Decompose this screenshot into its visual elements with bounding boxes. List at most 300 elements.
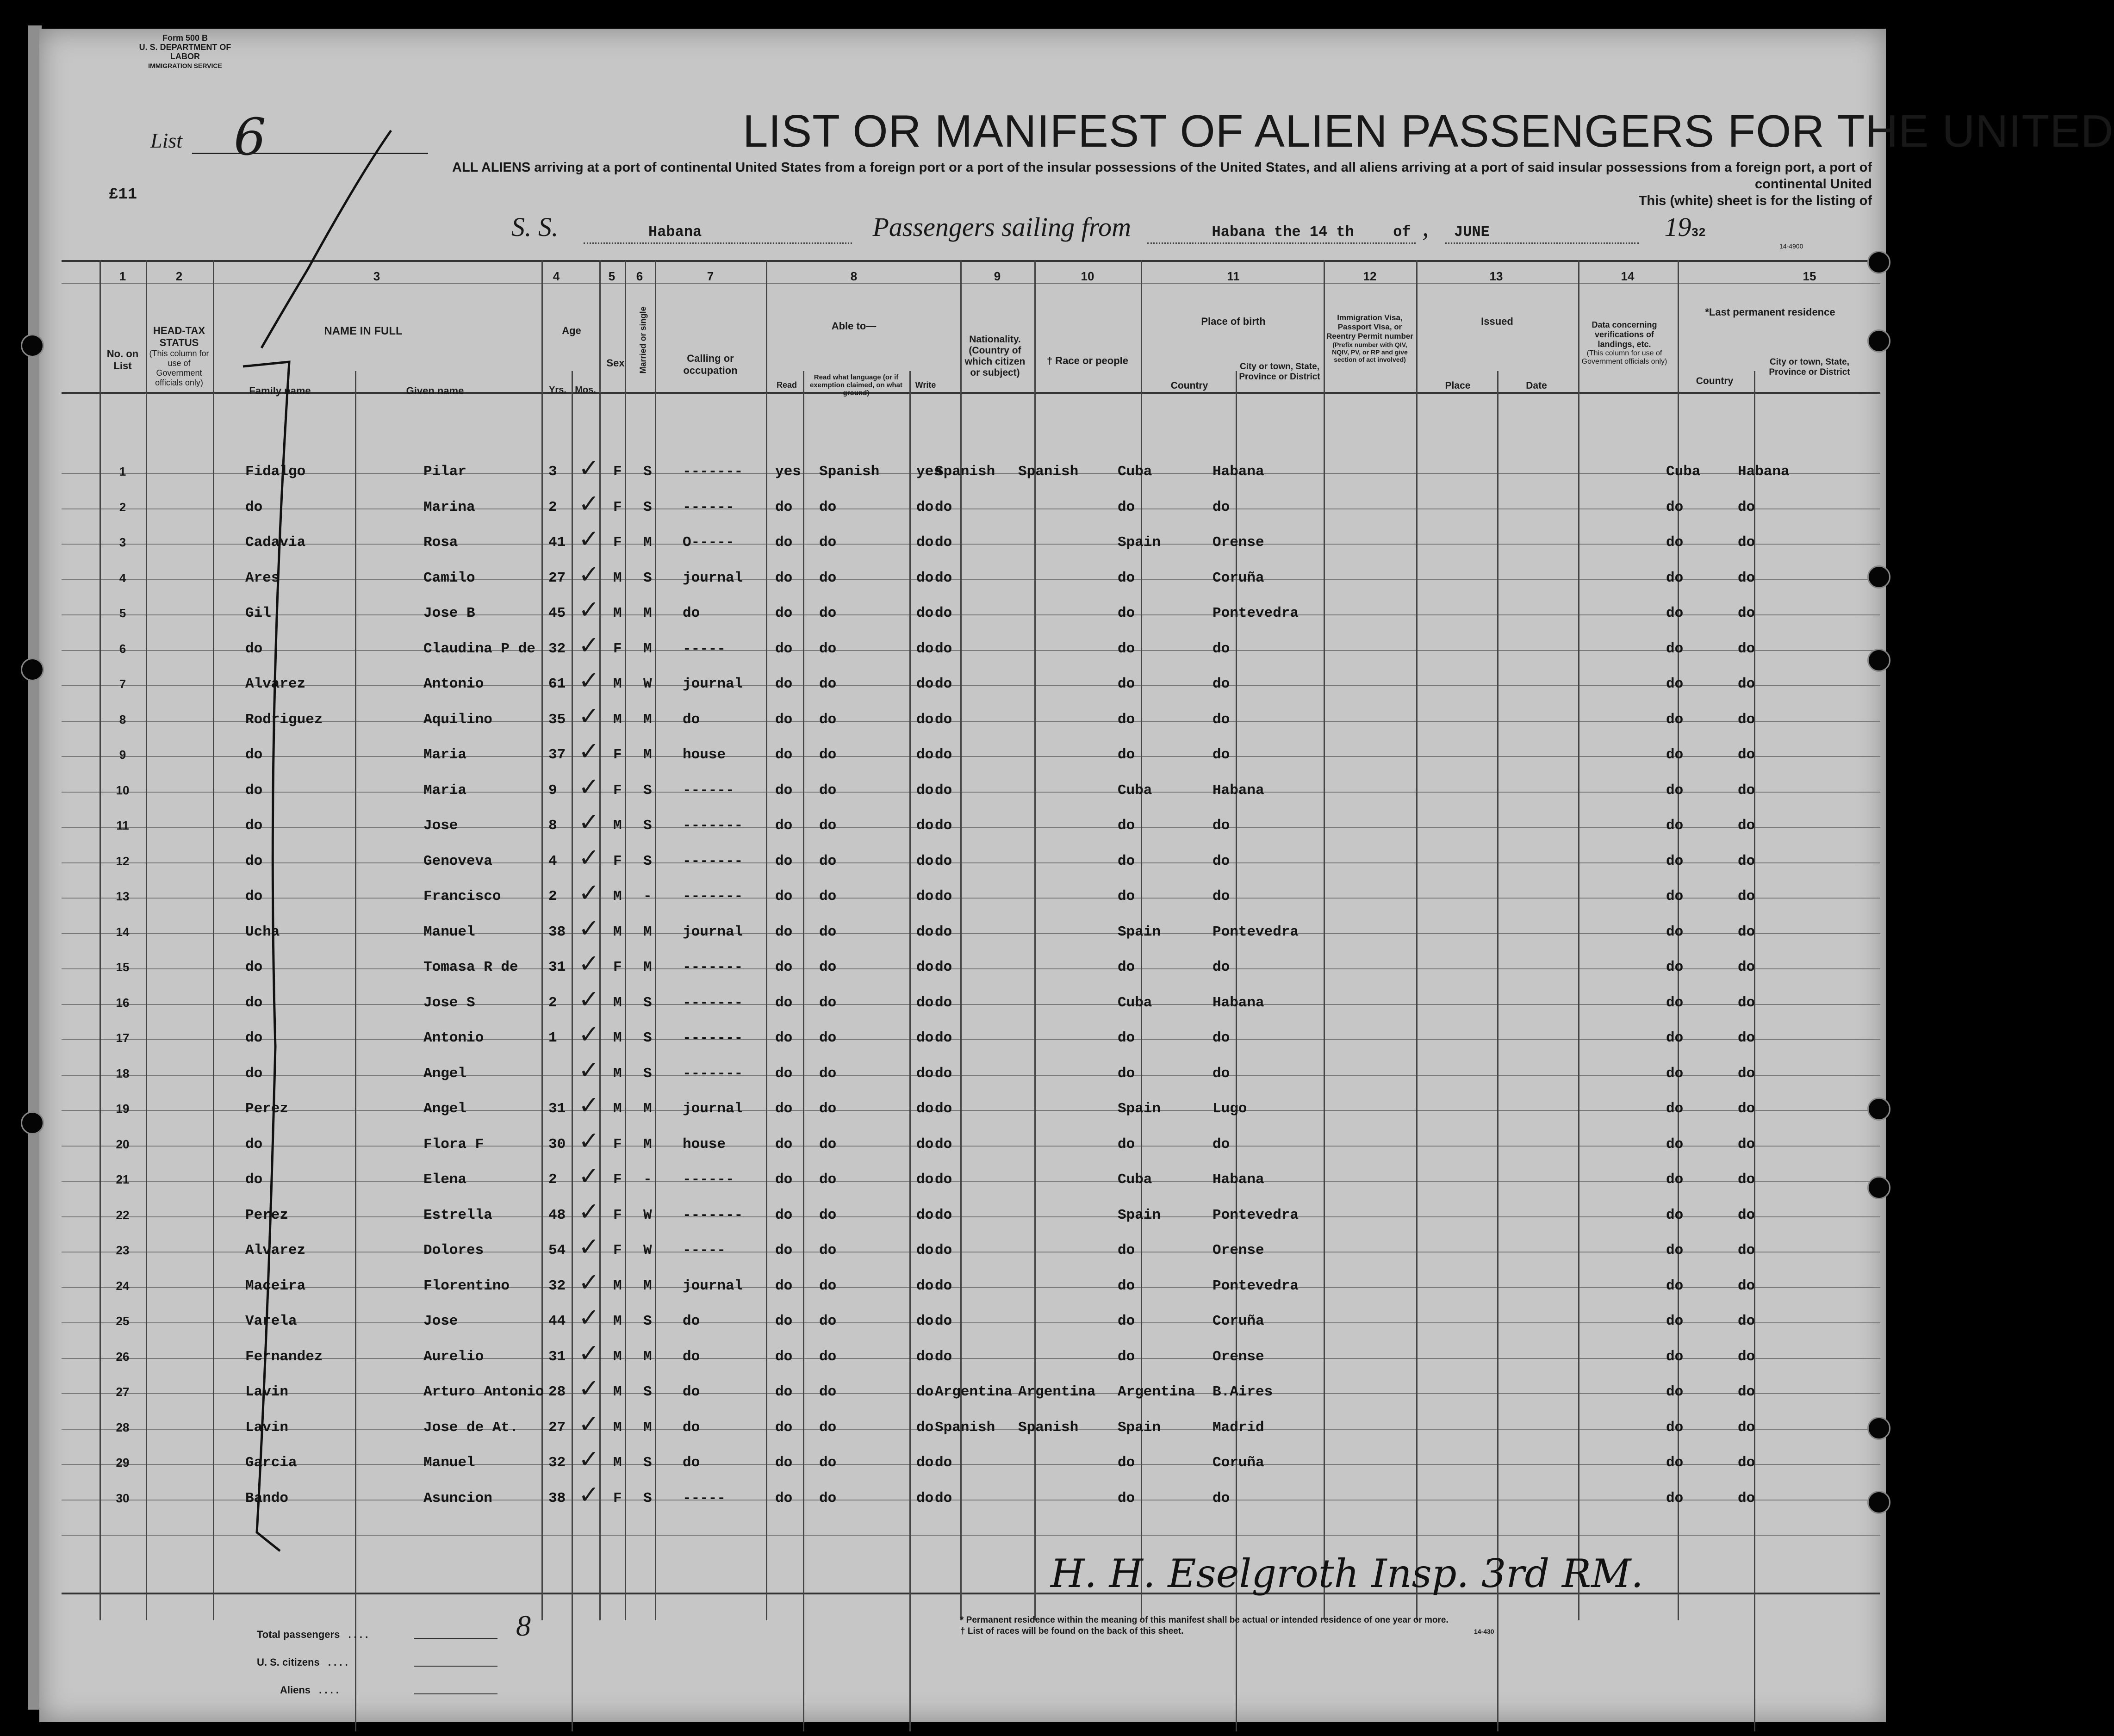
check-mark-icon: ✓: [578, 666, 600, 695]
residence-city: Habana: [1738, 464, 1790, 480]
given-name: Jose: [423, 1313, 458, 1329]
given-name: Rosa: [423, 534, 458, 551]
of-label: of: [1393, 223, 1411, 241]
occupation: do: [683, 1419, 700, 1436]
comma: ,: [1422, 212, 1429, 242]
binding-hole-left-3: [21, 1111, 44, 1135]
given-name: Florentino: [423, 1277, 510, 1294]
can-read: do: [775, 499, 793, 515]
birth-city: Pontevedra: [1212, 1277, 1299, 1294]
age-years: 37: [548, 747, 566, 763]
sex: M: [613, 1455, 622, 1471]
residence-city: do: [1738, 1030, 1755, 1046]
nationality: do: [935, 1277, 952, 1294]
binding-hole-right-6: [1867, 1176, 1890, 1199]
residence-city: do: [1738, 1101, 1755, 1117]
given-name: Jose: [423, 818, 458, 834]
marital-status: S: [643, 464, 652, 480]
can-read: do: [775, 818, 793, 834]
birth-city: Lugo: [1212, 1101, 1247, 1117]
family-name: do: [245, 1065, 263, 1082]
nationality: do: [935, 605, 952, 621]
birth-city: Habana: [1212, 782, 1264, 799]
residence-country: do: [1666, 818, 1684, 834]
row-number: 3: [119, 535, 126, 549]
given-name: Jose B: [423, 605, 475, 621]
read-language: do: [819, 1172, 837, 1188]
row-number: 5: [119, 606, 126, 620]
age-years: 28: [548, 1384, 566, 1400]
residence-city: do: [1738, 888, 1755, 905]
can-read: do: [775, 994, 793, 1011]
birth-city: do: [1212, 747, 1230, 763]
read-language: Spanish: [819, 464, 880, 480]
birth-city: do: [1212, 499, 1230, 515]
marital-status: S: [643, 1490, 652, 1507]
nationality: do: [935, 924, 952, 940]
column-number-12: 12: [1363, 269, 1377, 283]
occupation: journal: [683, 570, 743, 586]
family-name: do: [245, 888, 263, 905]
residence-country: do: [1666, 1101, 1684, 1117]
visa-title: Immigration Visa, Passport Visa, or Reentry Permit number: [1326, 313, 1413, 341]
occupation: -------: [683, 888, 743, 905]
birth-city: do: [1212, 676, 1230, 692]
occupation: house: [683, 747, 726, 763]
row-number: 13: [116, 889, 130, 903]
port-name: Habana the 14 th: [1212, 223, 1354, 241]
header-married: Married or single: [638, 306, 648, 374]
can-write: do: [916, 1490, 934, 1507]
birth-country: do: [1118, 1490, 1135, 1507]
marital-status: M: [643, 959, 652, 975]
residence-country: do: [1666, 853, 1684, 869]
read-language: do: [819, 924, 837, 940]
residence-city: do: [1738, 924, 1755, 940]
given-name: Jose S: [423, 994, 475, 1011]
nationality: do: [935, 1455, 952, 1471]
occupation: -----: [683, 1490, 726, 1507]
nationality: Spanish: [935, 464, 995, 480]
nationality: do: [935, 534, 952, 551]
occupation: house: [683, 1136, 726, 1153]
read-language: do: [819, 1242, 837, 1259]
check-mark-icon: ✓: [578, 1197, 600, 1226]
header-calling: Calling or occupation: [683, 353, 738, 376]
family-name: Ares: [245, 570, 280, 586]
occupation: -------: [683, 464, 743, 480]
can-read: do: [775, 1490, 793, 1507]
sailing-label: Passengers sailing from: [872, 212, 1132, 242]
sex: F: [613, 1172, 622, 1188]
nationality: do: [935, 818, 952, 834]
binding-hole-right-7: [1867, 1417, 1890, 1440]
row-number: 29: [116, 1456, 130, 1469]
residence-country: do: [1666, 1490, 1684, 1507]
given-name: Manuel: [423, 924, 475, 940]
birth-city: do: [1212, 1030, 1230, 1046]
header-issued: Issued: [1481, 316, 1513, 327]
read-language: do: [819, 1348, 837, 1365]
can-read: do: [775, 1207, 793, 1223]
age-years: 4: [548, 853, 557, 869]
nationality: do: [935, 1101, 952, 1117]
residence-city: do: [1738, 1207, 1755, 1223]
column-number-11: 11: [1227, 269, 1240, 283]
residence-country: do: [1666, 534, 1684, 551]
read-language: do: [819, 711, 837, 728]
residence-country: do: [1666, 1384, 1684, 1400]
given-name: Elena: [423, 1172, 467, 1188]
nationality: do: [935, 1030, 952, 1046]
occupation: journal: [683, 676, 743, 692]
marital-status: S: [643, 570, 652, 586]
age-years: 8: [548, 818, 557, 834]
given-name: Antonio: [423, 1030, 484, 1046]
family-name: Lavin: [245, 1384, 289, 1400]
birth-country: do: [1118, 1277, 1135, 1294]
marital-status: S: [643, 994, 652, 1011]
sex: F: [613, 959, 622, 975]
sex: F: [613, 782, 622, 799]
sex: F: [613, 1242, 622, 1259]
occupation: -------: [683, 959, 743, 975]
residence-country: do: [1666, 1207, 1684, 1223]
age-years: 45: [548, 605, 566, 621]
aliens-label: [280, 1684, 339, 1696]
age-years: 61: [548, 676, 566, 692]
family-name: Alvarez: [245, 1242, 306, 1259]
birth-city: Habana: [1212, 994, 1264, 1011]
age-years: 41: [548, 534, 566, 551]
read-language: do: [819, 605, 837, 621]
can-read: do: [775, 570, 793, 586]
family-name: Fernandez: [245, 1348, 323, 1365]
birth-country: do: [1118, 605, 1135, 621]
nationality: do: [935, 499, 952, 515]
family-name: do: [245, 959, 263, 975]
nationality: do: [935, 570, 952, 586]
check-mark-icon: ✓: [578, 524, 600, 553]
residence-city: do: [1738, 676, 1755, 692]
aliens-line: [414, 1693, 497, 1694]
visa-note: (Prefix number with QIV, NQIV, PV, or RP and give section of act involved): [1332, 341, 1408, 363]
marital-status: S: [643, 1384, 652, 1400]
residence-city: do: [1738, 1136, 1755, 1153]
nationality: do: [935, 1490, 952, 1507]
department-name: U. S. DEPARTMENT OF LABOR: [139, 43, 231, 61]
binding-hole-right-5: [1867, 1097, 1890, 1121]
check-mark-icon: ✓: [578, 949, 600, 978]
head-tax-note: (This column for use of Government officials only): [149, 349, 209, 387]
nationality: do: [935, 1065, 952, 1082]
can-read: do: [775, 782, 793, 799]
read-language: do: [819, 1384, 837, 1400]
header-read: Read: [776, 380, 797, 390]
race: Argentina: [1018, 1384, 1096, 1400]
sex: M: [613, 1384, 622, 1400]
header-issued-place: Place: [1445, 380, 1471, 391]
residence-city: do: [1738, 853, 1755, 869]
read-language: do: [819, 1030, 837, 1046]
residence-city: do: [1738, 1172, 1755, 1188]
row-number: 27: [116, 1385, 130, 1399]
can-read: do: [775, 1348, 793, 1365]
family-name: Cadavia: [245, 534, 306, 551]
sex: F: [613, 464, 622, 480]
given-name: Angel: [423, 1101, 467, 1117]
handwritten-bracket: [39, 29, 1886, 1722]
form-number: Form 500 B: [162, 33, 208, 43]
residence-country: do: [1666, 888, 1684, 905]
row-number: 2: [119, 500, 126, 514]
nationality: do: [935, 747, 952, 763]
verifications-note: (This column for use of Government officials only): [1581, 349, 1667, 366]
given-name: Aquilino: [423, 711, 492, 728]
given-name: Marina: [423, 499, 475, 515]
family-name: Bando: [245, 1490, 289, 1507]
can-read: do: [775, 1384, 793, 1400]
can-read: do: [775, 959, 793, 975]
can-write: do: [916, 1313, 934, 1329]
family-name: do: [245, 499, 263, 515]
family-name: Fidalgo: [245, 464, 306, 480]
sex: M: [613, 1030, 622, 1046]
verifications-title: Data concerning verifications of landings, etc.: [1592, 320, 1657, 349]
sex: M: [613, 818, 622, 834]
sex: M: [613, 1277, 622, 1294]
birth-city: do: [1212, 959, 1230, 975]
family-name: Garcia: [245, 1455, 297, 1471]
birth-country: Spain: [1118, 1101, 1161, 1117]
row-number: 25: [116, 1314, 130, 1328]
occupation: do: [683, 1455, 700, 1471]
residence-city: do: [1738, 570, 1755, 586]
check-mark-icon: ✓: [578, 1338, 600, 1368]
aliens-dots: . . . .: [319, 1684, 339, 1696]
can-write: do: [916, 853, 934, 869]
occupation: journal: [683, 1277, 743, 1294]
given-name: Arturo Antonio: [423, 1384, 544, 1400]
row-number: 28: [116, 1420, 130, 1434]
month: JUNE: [1454, 223, 1490, 241]
sex: M: [613, 924, 622, 940]
age-years: 32: [548, 1277, 566, 1294]
residence-country: Cuba: [1666, 464, 1701, 480]
header-birth-country: Country: [1170, 380, 1208, 391]
header-write: Write: [915, 380, 936, 390]
residence-country: do: [1666, 1136, 1684, 1153]
column-number-5: 5: [608, 269, 616, 283]
family-name: do: [245, 818, 263, 834]
header-mos: Mos.: [575, 385, 596, 395]
given-name: Maria: [423, 782, 467, 799]
family-name: do: [245, 853, 263, 869]
can-read: do: [775, 534, 793, 551]
residence-city: do: [1738, 1455, 1755, 1471]
age-years: 32: [548, 1455, 566, 1471]
binding-hole-right-8: [1867, 1491, 1890, 1514]
age-years: 44: [548, 1313, 566, 1329]
column-number-7: 7: [707, 269, 714, 283]
binding-hole-right-4: [1867, 649, 1890, 672]
residence-country: do: [1666, 1065, 1684, 1082]
residence-city: do: [1738, 782, 1755, 799]
read-language: do: [819, 747, 837, 763]
can-write: do: [916, 1101, 934, 1117]
age-years: 2: [548, 499, 557, 515]
marital-status: M: [643, 1348, 652, 1365]
us-citizens-line: [414, 1666, 497, 1667]
check-mark-icon: ✓: [578, 1020, 600, 1049]
birth-city: Orense: [1212, 1242, 1264, 1259]
can-read: do: [775, 1242, 793, 1259]
can-read: do: [775, 853, 793, 869]
sex: M: [613, 570, 622, 586]
row-number: 24: [116, 1278, 130, 1293]
read-language: do: [819, 570, 837, 586]
can-write: do: [916, 1242, 934, 1259]
age-years: 35: [548, 711, 566, 728]
row-number: 4: [119, 570, 126, 585]
birth-country: Cuba: [1118, 1172, 1152, 1188]
can-write: yes: [916, 464, 942, 480]
row-number: 17: [116, 1031, 130, 1045]
occupation: do: [683, 605, 700, 621]
header-yrs: Yrs.: [549, 385, 566, 395]
header-name-in-full: NAME IN FULL: [324, 325, 403, 337]
birth-country: do: [1118, 499, 1135, 515]
sex: F: [613, 499, 622, 515]
marital-status: S: [643, 1030, 652, 1046]
residence-city: do: [1738, 1419, 1755, 1436]
can-write: do: [916, 1136, 934, 1153]
column-number-4: 4: [553, 269, 560, 283]
check-mark-icon: ✓: [578, 772, 600, 801]
occupation: -------: [683, 853, 743, 869]
nationality: Argentina: [935, 1384, 1013, 1400]
birth-country: do: [1118, 1030, 1135, 1046]
given-name: Camilo: [423, 570, 475, 586]
manifest-sheet: [39, 29, 2114, 1722]
list-number: 6: [234, 107, 266, 167]
residence-city: do: [1738, 1490, 1755, 1507]
given-name: Claudina P de: [423, 640, 535, 657]
family-name: Gil: [245, 605, 271, 621]
family-name: Ucha: [245, 924, 280, 940]
sex: F: [613, 1490, 622, 1507]
form-code-top: 14-4900: [1779, 242, 1803, 250]
read-language: do: [819, 640, 837, 657]
row-number: 7: [119, 677, 126, 691]
given-name: Manuel: [423, 1455, 475, 1471]
marital-status: M: [643, 640, 652, 657]
residence-city: do: [1738, 959, 1755, 975]
check-mark-icon: ✓: [578, 878, 600, 907]
birth-country: Cuba: [1118, 994, 1152, 1011]
occupation: ------: [683, 1172, 734, 1188]
footnote-residence: * Permanent residence within the meaning of this manifest shall be actual or intended residence of one year or more.: [960, 1615, 1449, 1625]
read-language: do: [819, 959, 837, 975]
read-language: do: [819, 782, 837, 799]
marital-status: S: [643, 1065, 652, 1082]
can-write: do: [916, 959, 934, 975]
header-read-language: Read what language (or if exemption claimed, on what ground): [809, 373, 903, 397]
can-read: do: [775, 1419, 793, 1436]
row-number: 8: [119, 712, 126, 726]
can-write: do: [916, 1384, 934, 1400]
given-name: Estrella: [423, 1207, 492, 1223]
nationality: do: [935, 782, 952, 799]
us-citizens-dots: . . . .: [328, 1656, 348, 1668]
birth-city: Pontevedra: [1212, 605, 1299, 621]
total-passengers-text: Total passengers: [257, 1629, 340, 1640]
check-mark-icon: ✓: [578, 1091, 600, 1120]
age-years: 38: [548, 1490, 566, 1507]
nationality: do: [935, 1172, 952, 1188]
occupation: journal: [683, 924, 743, 940]
sex: M: [613, 605, 622, 621]
age-years: 31: [548, 959, 566, 975]
marital-status: W: [643, 1207, 652, 1223]
read-language: do: [819, 499, 837, 515]
can-read: yes: [775, 464, 801, 480]
can-write: do: [916, 888, 934, 905]
birth-country: do: [1118, 1348, 1135, 1365]
check-mark-icon: ✓: [578, 701, 600, 731]
marital-status: S: [643, 853, 652, 869]
occupation: do: [683, 1348, 700, 1365]
residence-city: do: [1738, 1065, 1755, 1082]
column-number-14: 14: [1621, 269, 1635, 283]
nationality: do: [935, 1242, 952, 1259]
marital-status: W: [643, 1242, 652, 1259]
can-read: do: [775, 1101, 793, 1117]
check-mark-icon: ✓: [578, 489, 600, 518]
check-mark-icon: ✓: [578, 1161, 600, 1190]
family-name: Perez: [245, 1101, 289, 1117]
residence-city: do: [1738, 499, 1755, 515]
given-name: Dolores: [423, 1242, 484, 1259]
check-mark-icon: ✓: [578, 1055, 600, 1085]
birth-city: Coruña: [1212, 1313, 1264, 1329]
family-name: do: [245, 1172, 263, 1188]
birth-country: do: [1118, 570, 1135, 586]
residence-city: do: [1738, 1348, 1755, 1365]
sex: M: [613, 1101, 622, 1117]
read-language: do: [819, 1065, 837, 1082]
row-number: 6: [119, 641, 126, 656]
row-number: 15: [116, 960, 130, 974]
column-number-15: 15: [1803, 269, 1816, 283]
age-years: 31: [548, 1348, 566, 1365]
header-sex: Sex: [606, 357, 625, 369]
ink-stamp: £11: [109, 186, 137, 204]
can-write: do: [916, 782, 934, 799]
check-mark-icon: ✓: [578, 1480, 600, 1509]
sex: F: [613, 853, 622, 869]
birth-country: Spain: [1118, 534, 1161, 551]
given-name: Angel: [423, 1065, 467, 1082]
birth-city: Coruña: [1212, 1455, 1264, 1471]
marital-status: S: [643, 1313, 652, 1329]
sex: M: [613, 1313, 622, 1329]
occupation: -------: [683, 1065, 743, 1082]
read-language: do: [819, 1419, 837, 1436]
can-write: do: [916, 711, 934, 728]
aliens-text: Aliens: [280, 1684, 311, 1696]
read-language: do: [819, 1207, 837, 1223]
